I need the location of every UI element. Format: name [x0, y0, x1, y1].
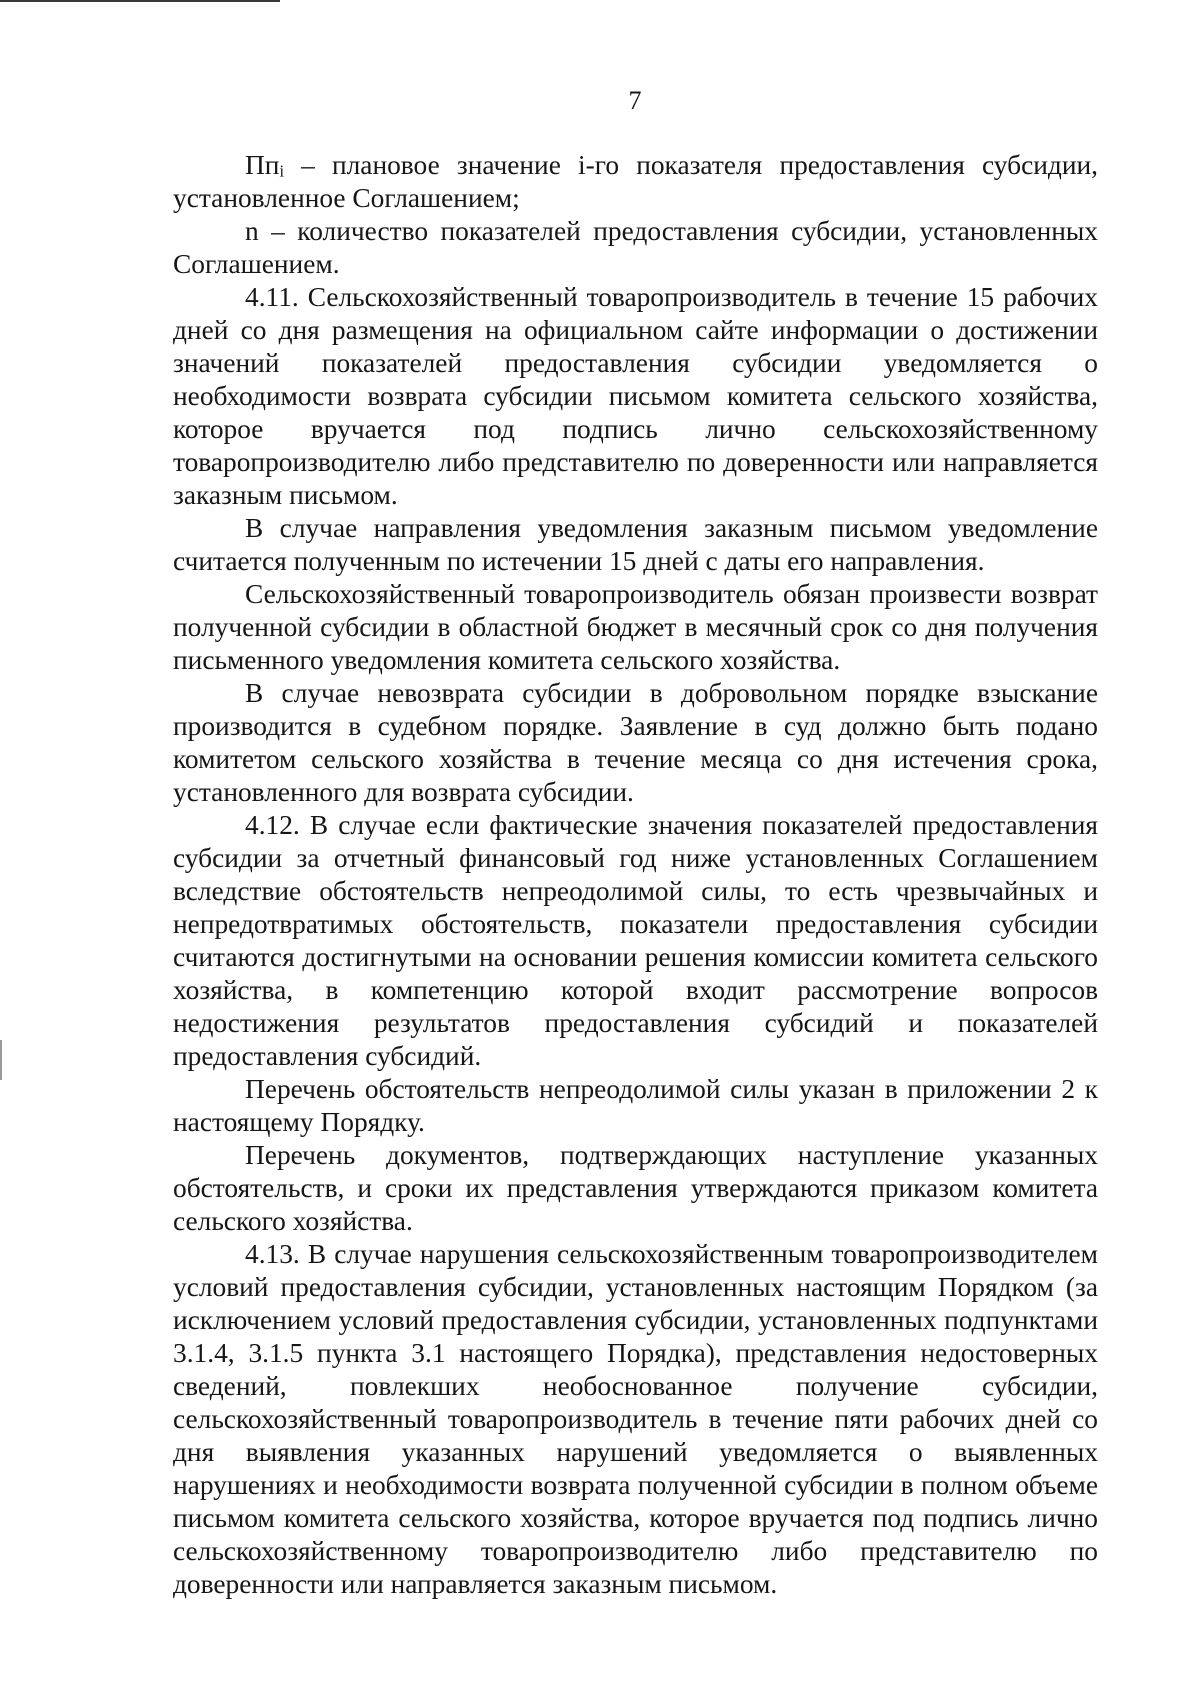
paragraph-4-11: 4.11. Сельскохозяйственный товаропроизводитель в течение 15 рабочих дней со дня размещения на официальном сайте информации о достижении значений показателей предоставления субсидии уведомляется о необходимости возврата субсидии письмом комитета сельского хозяйства, которое вручается под подпись лично сельскохозяйственному товаропроизводителю либо представителю по доверенности или направляется заказным письмом. [173, 282, 1098, 510]
paragraph-force-majeure-list: Перечень обстоятельств непреодолимой силы указан в приложении 2 к настоящему Порядку. [173, 1074, 1098, 1137]
paragraph-documents-list: Перечень документов, подтверждающих наступление указанных обстоятельств, и сроки их представления утверждаются приказом комитета сельского хозяйства. [173, 1140, 1098, 1236]
page-number: 7 [628, 86, 642, 115]
paragraph-registered-letter: В случае направления уведомления заказным письмом уведомление считается полученным по истечении 15 дней с даты его направления. [173, 513, 1098, 576]
scan-edge-line [0, 0, 280, 2]
paragraph-court-recovery: В случае невозврата субсидии в добровольном порядке взыскание производится в судебном порядке. Заявление в суд должно быть подано комитетом сельского хозяйства в течение месяца со дня истечения срока, установленного для возврата субсидии. [173, 678, 1098, 807]
scan-margin-mark [0, 1040, 2, 1080]
paragraph-4-13: 4.13. В случае нарушения сельскохозяйственным товаропроизводителем условий предоставления субсидии, установленных настоящим Порядком (за исключением условий предоставления субсидии, установленных подпунктами 3.1.4, 3.1.5 пункта 3.1 настоящего Порядка), представления недостоверных сведений, повлекших необоснованное получение субсидии, сельскохозяйственный товаропроизводитель в течение пяти рабочих дней со дня выявления указанных нарушений уведомляется о выявленных нарушениях и необходимости возврата полученной субсидии в полном объеме письмом комитета сельского хозяйства, которое вручается под подпись лично сельскохозяйственному товаропроизводителю либо представителю по доверенности или направляется заказным письмом. [173, 1239, 1098, 1599]
paragraph-pp-definition: Ппᵢ – плановое значение i-го показателя предоставления субсидии, установленное Соглашением; [173, 150, 1098, 213]
document-body [173, 149, 1098, 1601]
paragraph-return-obligation: Сельскохозяйственный товаропроизводитель обязан произвести возврат полученной субсидии в областной бюджет в месячный срок со дня получения письменного уведомления комитета сельского хозяйства. [173, 579, 1098, 675]
paragraph-4-12: 4.12. В случае если фактические значения показателей предоставления субсидии за отчетный финансовый год ниже установленных Соглашением вследствие обстоятельств непреодолимой силы, то есть чрезвычайных и непредотвратимых обстоятельств, показатели предоставления субсидии считаются достигнутыми на основании решения комиссии комитета сельского хозяйства, в компетенцию которой входит рассмотрение вопросов недостижения результатов предоставления субсидий и показателей предоставления субсидий. [173, 810, 1098, 1071]
paragraph-n-definition: n – количество показателей предоставления субсидии, установленных Соглашением. [173, 216, 1098, 279]
